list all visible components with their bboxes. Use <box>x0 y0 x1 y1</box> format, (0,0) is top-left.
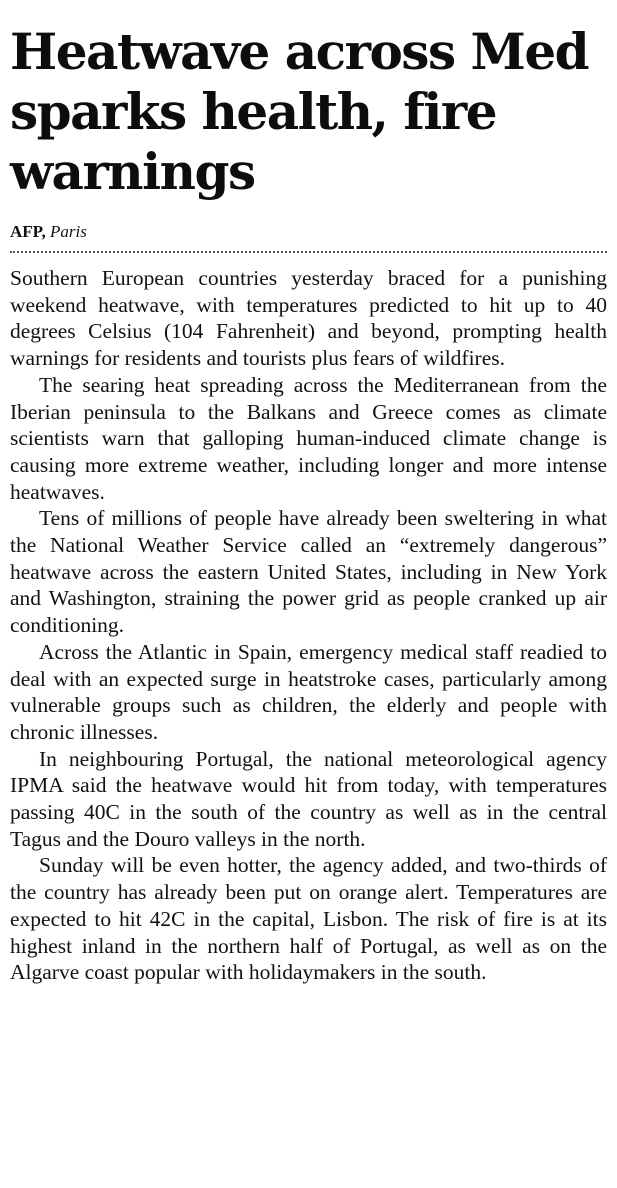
article-paragraph-1: Southern European countries yesterday braced for a punishing weekend heatwave, with temperatures predicted to hit up to 40 degrees Celsius (104 Fahrenheit) and beyond, prompting health warnings for residents and tourists plus fears of wildfires. <box>10 266 607 371</box>
dotted-divider <box>10 251 607 253</box>
news-article <box>10 0 607 986</box>
byline-place: Paris <box>50 222 87 241</box>
article-paragraph-3: Tens of millions of people have already been sweltering in what the National Weather Service called an “extremely dangerous” heatwave across the eastern United States, including in New York and Washington, straining the power grid as people cranked up air conditioning. <box>10 506 607 638</box>
article-headline: Heatwave across Med sparks health, fire warnings <box>10 22 589 201</box>
article-paragraph-4: Across the Atlantic in Spain, emergency medical staff readied to deal with an expected surge in heatstroke cases, particularly among vulnerable groups such as children, the elderly and people with chronic illnesses. <box>10 639 607 744</box>
byline <box>10 222 607 242</box>
article-paragraph-5: In neighbouring Portugal, the national meteorological agency IPMA said the heatwave would hit from today, with temperatures passing 40C in the south of the country as well as in the central Tagus and the Douro valleys in the north. <box>10 746 607 851</box>
article-paragraph-2: The searing heat spreading across the Mediterranean from the Iberian peninsula to the Balkans and Greece comes as climate scientists warn that galloping human-induced climate change is causing more extreme weather, including longer and more intense heatwaves. <box>10 372 607 504</box>
byline-agency: AFP, <box>10 222 46 241</box>
article-body <box>10 265 607 986</box>
article-paragraph-6: Sunday will be even hotter, the agency added, and two-thirds of the country has already been put on orange alert. Temperatures are expected to hit 42C in the capital, Lisbon. The risk of fire is at its highest inland in the northern half of Portugal, as well as on the Algarve coast popular with holidaymakers in the south. <box>10 853 607 985</box>
